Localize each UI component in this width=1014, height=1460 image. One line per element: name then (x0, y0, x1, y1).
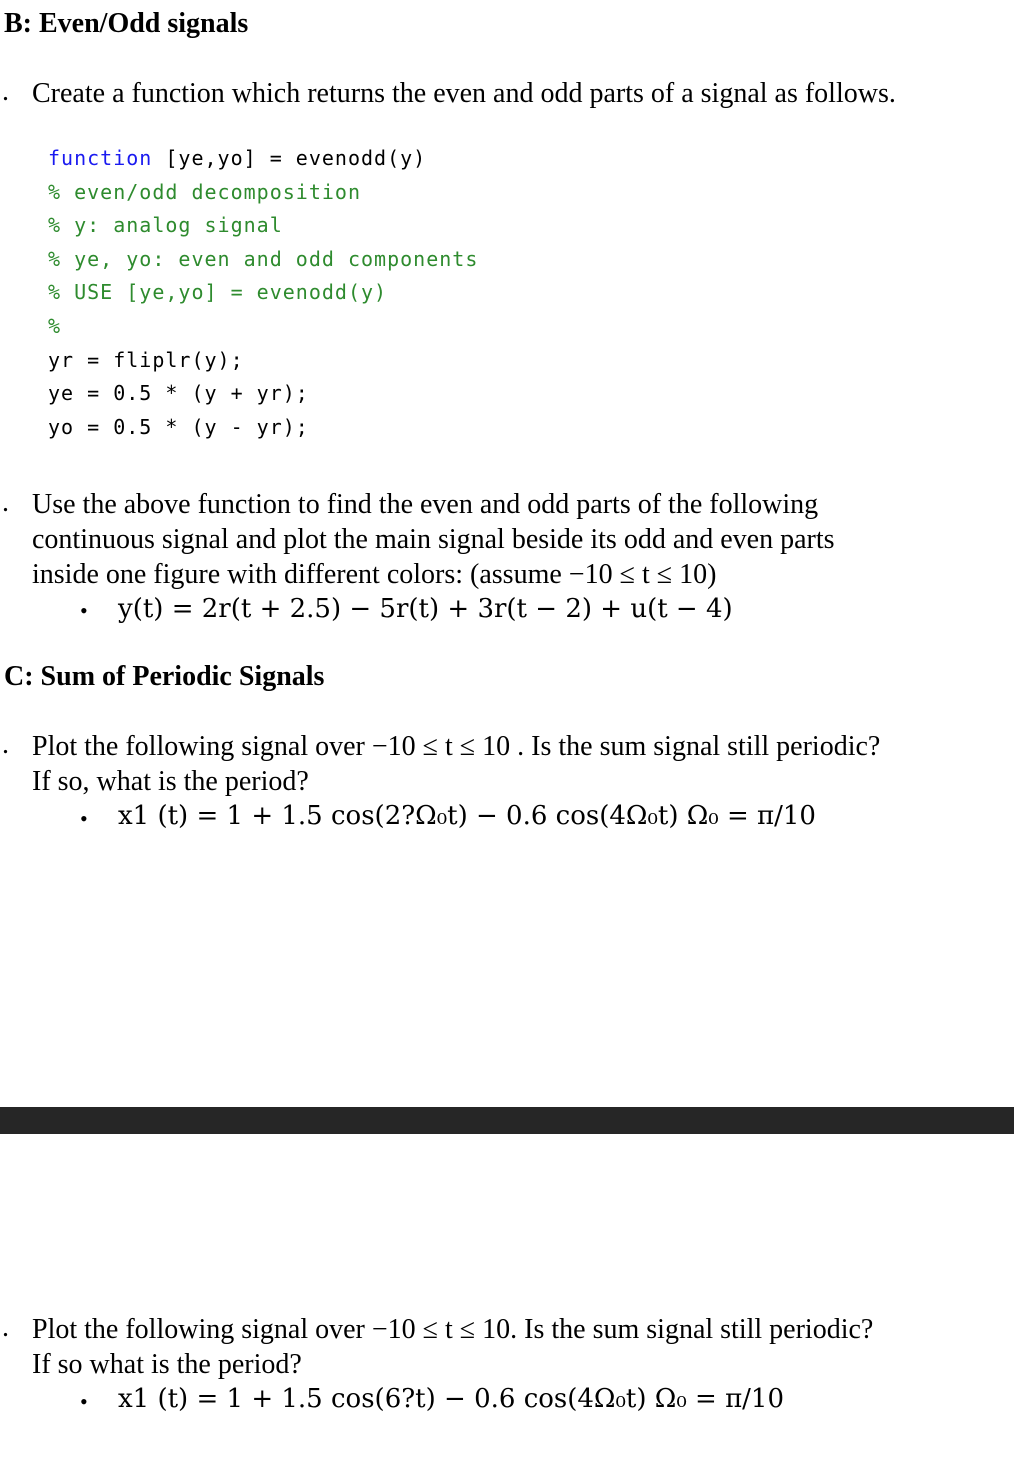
list-marker: . (2, 487, 9, 518)
c-item1-line1: Plot the following signal over −10 ≤ t ≤ 10 . Is the sum signal still periodic? (32, 731, 881, 762)
code-line-7: yr = fliplr(y); (48, 347, 244, 372)
code-comment: % (48, 313, 62, 338)
c-item1-line2: If so, what is the period? (32, 766, 309, 797)
code-comment: % ye, yo: even and odd components (48, 246, 479, 271)
b-formula: y(t) = 2r(t + 2.5) − 5r(t) + 3r(t − 2) + u(t − 4) (118, 594, 733, 624)
code-line-8: ye = 0.5 * (y + yr); (48, 381, 309, 406)
b-item1-text: Create a function which returns the even and odd parts of a signal as follows. (32, 78, 896, 109)
code-line-1: [ye,yo] = evenodd(y) (152, 146, 427, 170)
b-item2-line2: continuous signal and plot the main signal beside its odd and even parts (32, 524, 835, 555)
c-item2-line2: If so what is the period? (32, 1349, 302, 1380)
c-formula-1: x1 (t) = 1 + 1.5 cos(2?Ω₀t) − 0.6 cos(4Ω₀t) Ω₀ = π/10 (118, 801, 816, 831)
c-item2-line1: Plot the following signal over −10 ≤ t ≤ 10. Is the sum signal still periodic? (32, 1314, 874, 1345)
code-comment: % USE [ye,yo] = evenodd(y) (48, 280, 388, 305)
list-marker: . (2, 1312, 9, 1343)
code-block (48, 142, 478, 444)
c-formula-2: x1 (t) = 1 + 1.5 cos(6?t) − 0.6 cos(4Ω₀t) Ω₀ = π/10 (118, 1384, 784, 1414)
list-marker: . (2, 76, 9, 107)
bullet-icon: • (80, 806, 88, 831)
bullet-icon: • (80, 598, 88, 623)
section-c-heading: C: Sum of Periodic Signals (4, 661, 325, 692)
bullet-icon: • (80, 1389, 88, 1414)
code-line-9: yo = 0.5 * (y - yr); (48, 414, 309, 439)
code-comment: % y: analog signal (48, 213, 283, 238)
divider-bar (0, 1107, 1014, 1134)
code-comment: % even/odd decomposition (48, 179, 361, 204)
section-b-heading: B: Even/Odd signals (4, 8, 249, 39)
b-item2-line1: Use the above function to find the even and odd parts of the following (32, 489, 819, 520)
code-keyword: function (48, 146, 153, 170)
list-marker: . (2, 729, 9, 760)
b-item2-line3: inside one figure with different colors: (assume −10 ≤ t ≤ 10) (32, 559, 717, 590)
